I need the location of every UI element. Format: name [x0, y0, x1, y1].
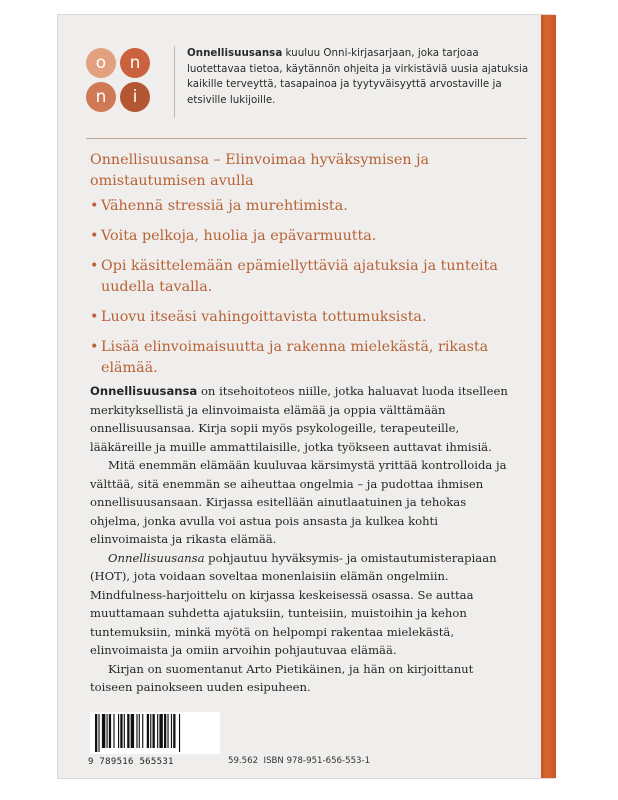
barcode-bar [118, 714, 119, 748]
benefit-item: • Vähennä stressiä ja murehtimista. [90, 196, 510, 217]
paragraph-text: on itsehoitoteos niille, jotka haluavat luoda itselleen merkityksellistä ja elinvoimaista elämää ja oppia välttämään onnellisuusansaa. Kirja sopii myös psykologeille, terapeuteille, lääkäreille ja muille ammattilaisille, jotka työkseen auttavat ihmisiä. [90, 384, 508, 454]
barcode-bar [159, 714, 162, 748]
blurb-paragraph: Mitä enemmän elämään kuuluvaa kärsimystä yrittää kontrolloida ja välttää, sitä enemmän se aiheuttaa ongelmia – ja pudottaa ihmisen onnellisuusansaan. Kirjassa esitellään ainutlaatuinen ja tehokas ohjelma, jonka avulla voi astua pois ansasta ja kulkea kohti elinvoimaista ja rikasta elämää. [90, 458, 507, 546]
benefit-item: • Lisää elinvoimaisuutta ja rakenna mielekästä, rikasta elämää. [90, 337, 510, 379]
barcode-bar [95, 714, 97, 752]
series-text: kuuluu Onni-kirjasarjaan, joka tarjoaa luotettavaa tietoa, käytännön ohjeita ja virkistäviä uusia ajatuksia kaikille terveyttä, tasapainoa ja tyytyväisyyttä arvostaville ja etsiville lukijoille. [187, 47, 529, 106]
series-name: Onnellisuusansa [187, 47, 283, 59]
barcode-bar [142, 714, 143, 748]
product-code: 59.562 [228, 756, 259, 766]
barcode-bar [164, 714, 166, 748]
barcode-bar [136, 714, 137, 748]
barcode-bar [127, 714, 129, 748]
logo-letter: n [86, 82, 116, 112]
barcode-bar [124, 714, 125, 748]
barcode-bar [102, 714, 105, 748]
book-spine [541, 15, 556, 778]
barcode-bar [109, 714, 111, 748]
benefit-item: • Opi käsittelemään epämiellyttäviä ajatuksia ja tunteita uudella tavalla. [90, 256, 510, 298]
barcode-bar [171, 714, 172, 748]
benefit-item: • Voita pelkoja, huolia ja epävarmuutta. [90, 226, 510, 247]
barcode-bar [113, 714, 114, 748]
barcode-bar [167, 714, 168, 748]
logo-letter: i [120, 82, 150, 112]
book-subtitle: Onnellisuusansa – Elinvoimaa hyväksymisen ja omistautumisen avulla [90, 152, 430, 189]
barcode-bar [179, 714, 180, 752]
barcode-bar [107, 714, 108, 748]
logo-letter: n [120, 48, 150, 78]
book-title-italic: Onnellisuusansa [108, 550, 205, 565]
section-divider [86, 138, 527, 139]
barcode-bar [131, 714, 134, 748]
barcode-bar [98, 714, 99, 752]
barcode-bars [93, 714, 217, 752]
benefit-item: • Luovu itseäsi vahingoittavista tottumuksista. [90, 307, 510, 328]
barcode-bar [139, 714, 140, 748]
blurb-paragraph: Kirjan on suomentanut Arto Pietikäinen, ja hän on kirjoittanut toiseen painokseen uuden esipuheen. [90, 661, 474, 694]
isbn-number: ISBN 978-951-656-553-1 [263, 756, 371, 766]
barcode-bar [120, 714, 122, 748]
logo-divider [174, 46, 175, 118]
barcode-bar [150, 714, 151, 748]
book-title-bold: Onnellisuusansa [90, 384, 198, 398]
blurb-text [90, 382, 510, 697]
barcode-number: 9 789516 565531 [88, 757, 174, 767]
logo-letter: o [86, 48, 116, 78]
barcode-bar [157, 714, 158, 748]
barcode-bar [153, 714, 155, 748]
onni-logo [86, 48, 154, 116]
benefit-list [90, 196, 510, 388]
barcode-bar [173, 714, 175, 748]
barcode [90, 712, 220, 754]
blurb-paragraph [90, 549, 510, 660]
barcode-bar [147, 714, 149, 748]
paragraph-text: pohjautuu hyväksymis- ja omistautumisterapiaan (HOT), jota voidaan soveltaa monenlaisiin elämän ongelmiin. Mindfulness-harjoittelu on kirjassa keskeisessä osassa. Se auttaa muuttamaan suhdetta ajatuksiin, tunteisiin, muistoihin ja kehon tuntemuksiin, minkä myötä on helpompi rakentaa mielekästä, elinvoimaista ja omiin arvoihin pohjautuvaa elämää. [90, 550, 497, 657]
blurb-paragraph [90, 382, 510, 456]
isbn-line [228, 756, 370, 766]
series-description [187, 46, 532, 108]
